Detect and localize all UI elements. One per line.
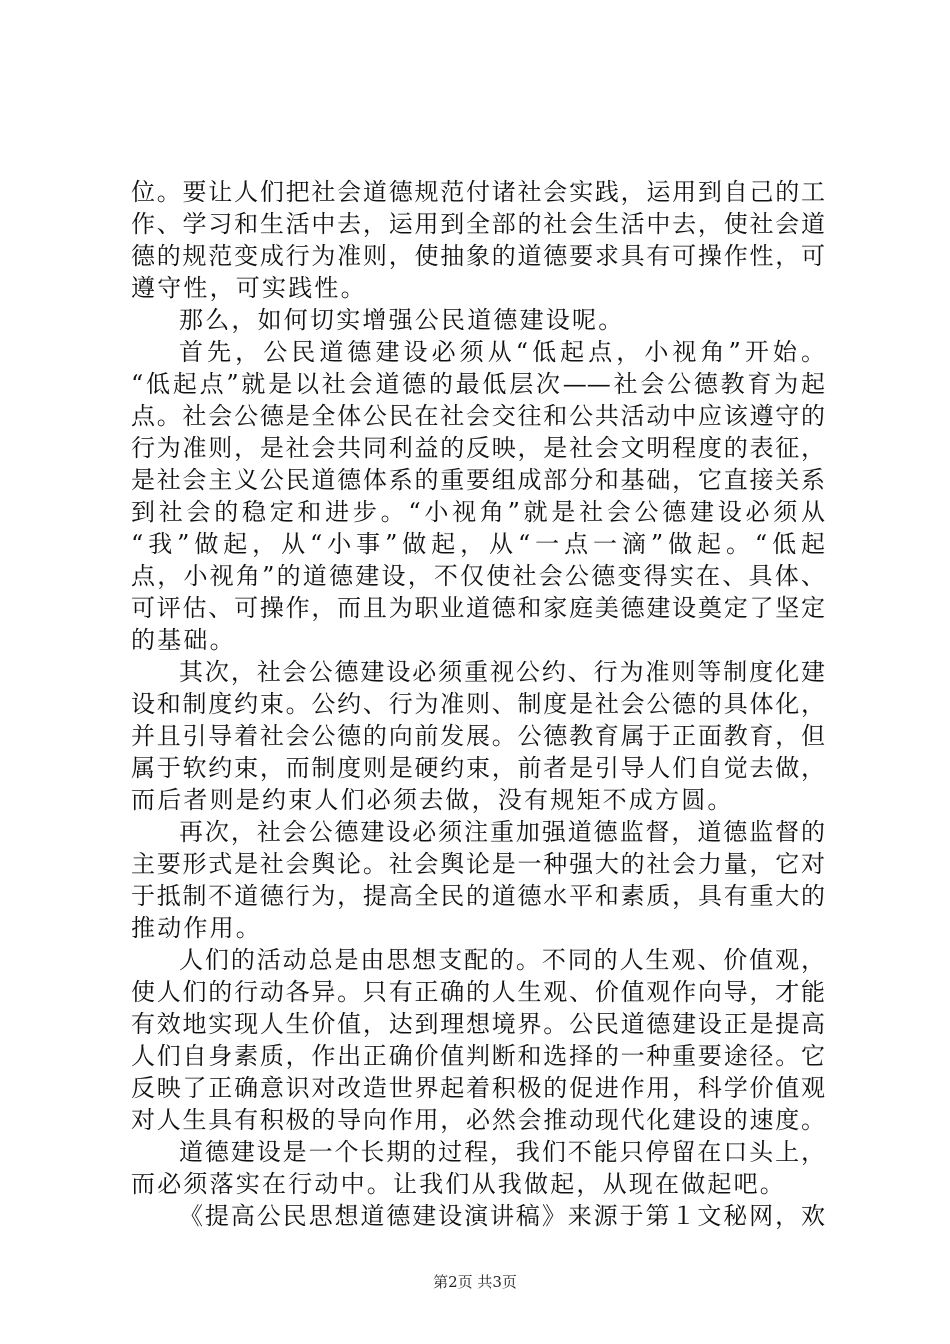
text-line: 并且引导着社会公德的向前发展。公德教育属于正面教育，但 (131, 722, 825, 750)
text-line: 有效地实现人生价值，达到理想境界。公民道德建设正是提高 (131, 1010, 825, 1038)
text-line: 反映了正确意识对改造世界起着积极的促进作用，科学价值观 (131, 1074, 825, 1102)
text-line: “我”做起，从“小事”做起，从“一点一滴”做起。“低起 (131, 530, 825, 558)
text-line: 首先，公民道德建设必须从“低起点，小视角”开始。 (179, 338, 825, 366)
text-line: 属于软约束，而制度则是硬约束，前者是引导人们自觉去做， (131, 754, 825, 782)
text-line: 设和制度约束。公约、行为准则、制度是社会公德的具体化， (131, 690, 825, 718)
text-line: 人们自身素质，作出正确价值判断和选择的一种重要途径。它 (131, 1042, 825, 1070)
text-line: 位。要让人们把社会道德规范付诸社会实践，运用到自己的工 (131, 178, 825, 206)
text-line: 推动作用。 (131, 914, 262, 942)
text-line: 是社会主义公民道德体系的重要组成部分和基础，它直接关系 (131, 466, 825, 494)
text-line: 人们的活动总是由思想支配的。不同的人生观、价值观， (179, 946, 825, 974)
text-line: 遵守性，可实践性。 (131, 274, 367, 302)
text-line: 点。社会公德是全体公民在社会交往和公共活动中应该遵守的 (131, 402, 825, 430)
text-line: “低起点”就是以社会道德的最低层次——社会公德教育为起 (131, 370, 825, 398)
text-line: 行为准则，是社会共同利益的反映，是社会文明程度的表征， (131, 434, 825, 462)
text-line: 道德建设是一个长期的过程，我们不能只停留在口头上， (179, 1138, 825, 1166)
text-line: 点，小视角”的道德建设，不仅使社会公德变得实在、具体、 (131, 562, 825, 590)
text-line: 而必须落实在行动中。让我们从我做起，从现在做起吧。 (131, 1170, 786, 1198)
text-line: 可评估、可操作，而且为职业道德和家庭美德建设奠定了坚定 (131, 594, 825, 622)
text-line: 到社会的稳定和进步。“小视角”就是社会公德建设必须从 (131, 498, 825, 526)
text-line: 《提高公民思想道德建设演讲稿》来源于第１文秘网，欢 (179, 1202, 825, 1230)
document-body (131, 176, 825, 1232)
text-line: 那么，如何切实增强公民道德建设呢。 (179, 306, 625, 334)
text-line: 的基础。 (131, 626, 236, 654)
text-line: 主要形式是社会舆论。社会舆论是一种强大的社会力量，它对 (131, 850, 825, 878)
text-line: 对人生具有积极的导向作用，必然会推动现代化建设的速度。 (131, 1106, 825, 1134)
text-line: 其次，社会公德建设必须重视公约、行为准则等制度化建 (179, 658, 825, 686)
text-line: 使人们的行动各异。只有正确的人生观、价值观作向导，才能 (131, 978, 825, 1006)
page-footer: 第2页 共3页 (433, 1273, 517, 1291)
text-line: 而后者则是约束人们必须去做，没有规矩不成方圆。 (131, 786, 734, 814)
text-line: 于抵制不道德行为，提高全民的道德水平和素质，具有重大的 (131, 882, 825, 910)
text-line: 德的规范变成行为准则，使抽象的道德要求具有可操作性，可 (131, 242, 825, 270)
text-line: 作、学习和生活中去，运用到全部的社会生活中去，使社会道 (131, 210, 825, 238)
text-line: 再次，社会公德建设必须注重加强道德监督，道德监督的 (179, 818, 825, 846)
